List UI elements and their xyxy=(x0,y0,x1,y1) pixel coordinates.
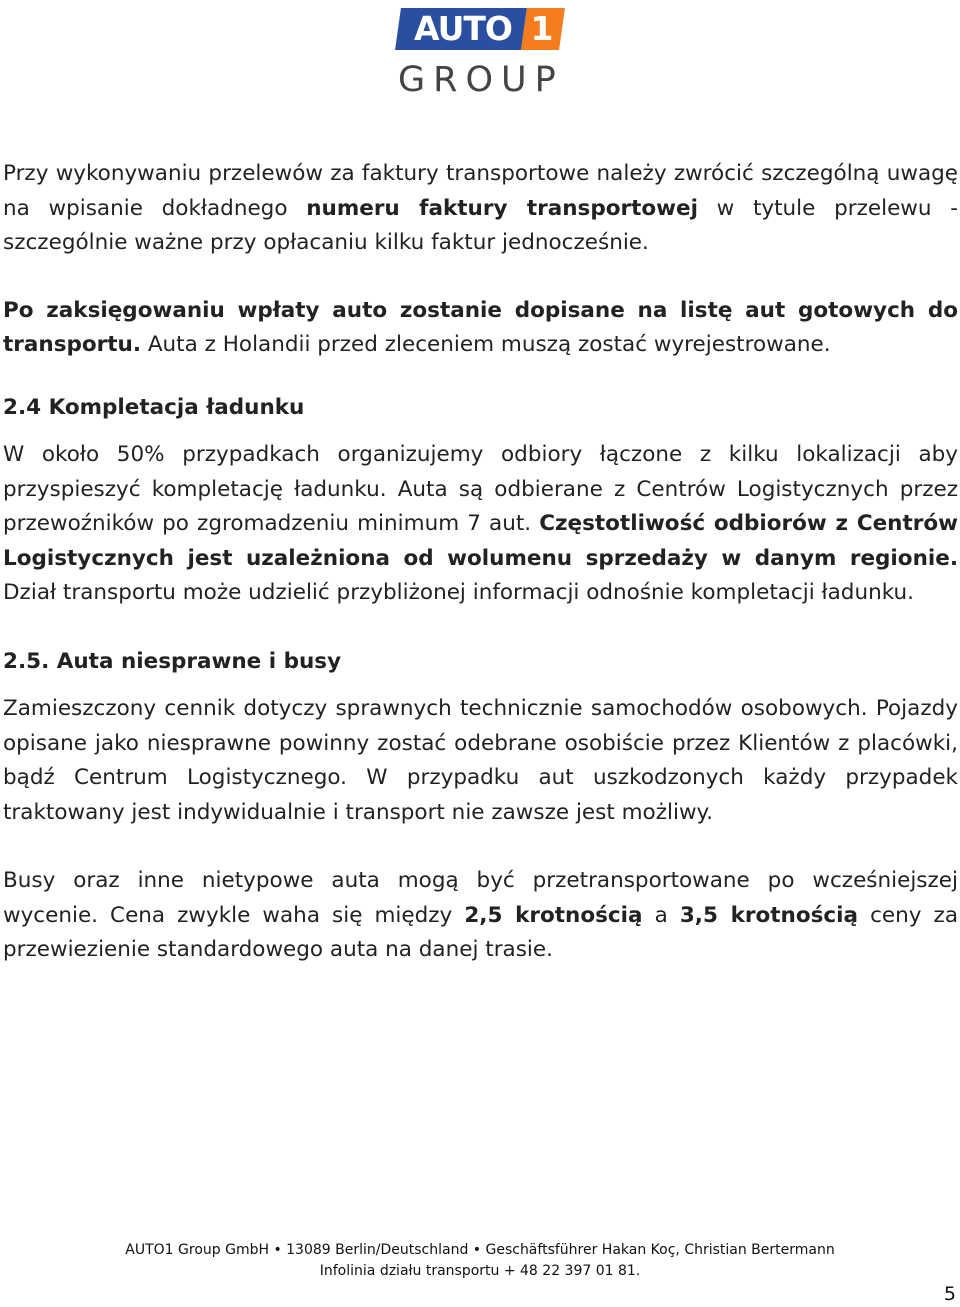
paragraph-payment-title xyxy=(3,157,958,261)
paragraph-defective-cars: Zamieszczony cennik dotyczy sprawnych technicznie samochodów osobowych. Pojazdy opisane jako niesprawne powinny zostać odebrane osobiście przez Klientów z placówki, bądź Centrum Logistycznego. W przypadku aut uszkodzonych każdy przypadek traktowany jest indywidualnie i transport nie zawsze jest możliwy. xyxy=(3,696,958,825)
document-body xyxy=(3,157,958,968)
emphasis-ready-for-transport: Po zaksięgowaniu wpłaty auto zostanie dopisane na listę aut gotowych do transportu. xyxy=(3,297,958,357)
paragraph-text: ceny za przewiezienie standardowego auta na danej trasie. xyxy=(3,902,959,962)
paragraph-text: w tytule przelewu - szczególnie ważne przy opłacaniu kilku faktur jednocześnie. xyxy=(3,195,958,255)
paragraph-text: Auta z Holandii przed zleceniem muszą zostać wyrejestrowane. xyxy=(141,332,831,357)
page-footer xyxy=(0,1240,960,1282)
emphasis-multiplier-low: 2,5 krotnością xyxy=(464,902,643,928)
paragraph-after-payment xyxy=(3,294,958,363)
paragraph-text: Busy oraz inne nietypowe auta mogą być przetransportowane po wcześniejszej wycenie. Cena zwykle waha się między xyxy=(3,868,958,928)
logo-group-text: GROUP xyxy=(398,60,564,100)
logo-one-text: 1 xyxy=(530,9,554,48)
page-number: 5 xyxy=(943,1283,956,1305)
auto1-group-logo xyxy=(398,8,564,100)
paragraph-text: W około 50% przypadkach organizujemy odbiory łączone z kilku lokalizacji aby przyspieszyć kompletację ładunku. Auta są odbierane z Centrów Logistycznych przez przewoźników po zgromadzeniu minimum 7 aut. xyxy=(3,442,958,536)
paragraph-text: Dział transportu może udzielić przybliżonej informacji odnośnie kompletacji ładunku. xyxy=(3,580,914,605)
paragraph-load-completion xyxy=(3,438,958,611)
section-heading-2-4: 2.4 Kompletacja ładunku xyxy=(3,394,305,420)
logo-auto-text: AUTO xyxy=(414,9,512,48)
emphasis-pickup-frequency: Częstotliwość odbiorów z Centrów Logistycznych jest uzależniona od wolumenu sprzedaży w danym regionie. xyxy=(3,511,958,571)
paragraph-text: a xyxy=(642,902,680,928)
footer-company-line: AUTO1 Group GmbH • 13089 Berlin/Deutschland • Geschäftsführer Hakan Koç, Christian Bertermann xyxy=(125,1242,835,1258)
emphasis-invoice-number: numeru faktury transportowej xyxy=(306,195,698,221)
emphasis-multiplier-high: 3,5 krotnością xyxy=(679,902,859,928)
paragraph-vans-pricing xyxy=(3,864,958,968)
section-heading-2-5: 2.5. Auta niesprawne i busy xyxy=(3,648,342,674)
footer-hotline-line: Infolinia działu transportu + 48 22 397 01 81. xyxy=(319,1263,641,1279)
paragraph-text: Przy wykonywaniu przelewów za faktury transportowe należy zwrócić szczególną uwagę na wpisanie dokładnego xyxy=(3,161,958,221)
